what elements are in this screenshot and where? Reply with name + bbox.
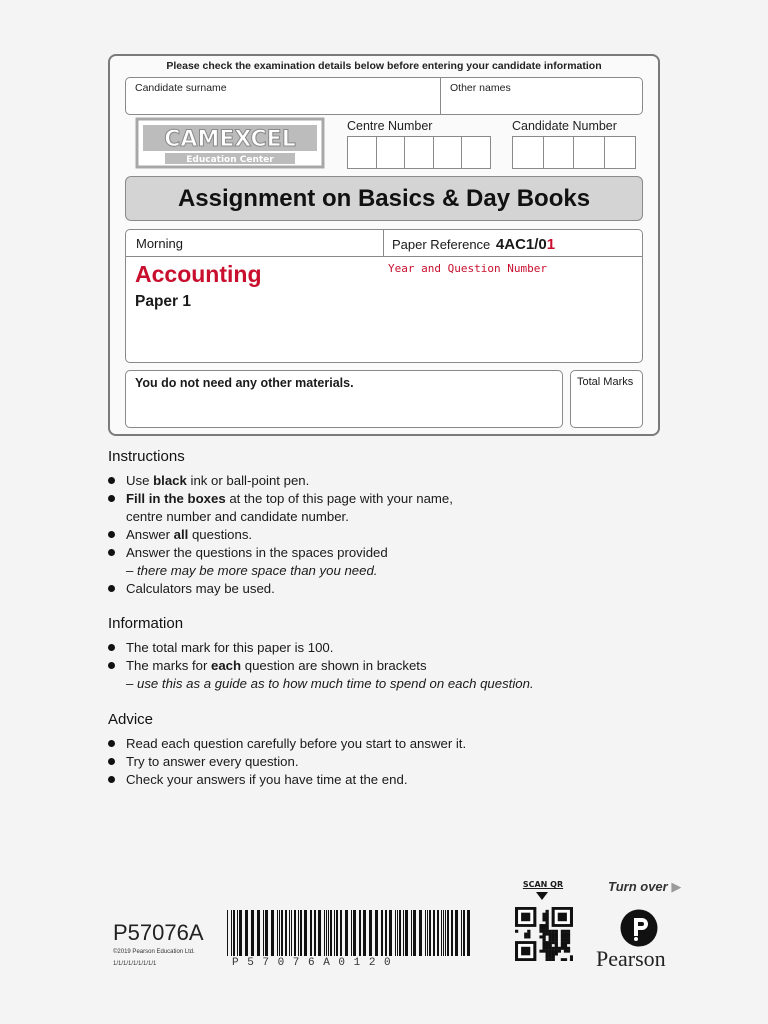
- paper-reference-box: [383, 229, 643, 257]
- bullet-icon: [108, 662, 115, 669]
- down-arrow-icon: [536, 892, 548, 900]
- candidate-surname-field[interactable]: [125, 77, 443, 115]
- turn-over-label: Turn over ▶: [608, 879, 682, 894]
- camexcel-logo: [135, 117, 325, 169]
- candidate-number-label: Candidate Number: [512, 119, 617, 133]
- centre-number-label: Centre Number: [347, 119, 433, 133]
- advice-list: [108, 735, 628, 789]
- list-item: Use black ink or ball-point pen.: [108, 472, 628, 490]
- bullet-icon: [108, 585, 115, 592]
- svg-text:Education Center: Education Center: [186, 155, 274, 165]
- qr-code[interactable]: [515, 907, 573, 961]
- barcode-text: P 5 7 0 7 6 A 0 1 2 0: [232, 957, 392, 969]
- list-item: Answer all questions.: [108, 526, 628, 544]
- other-names-label: Other names: [450, 82, 511, 94]
- paper-number: Paper 1: [135, 293, 192, 310]
- list-item: The total mark for this paper is 100.: [108, 639, 668, 657]
- list-item: Read each question carefully before you start to answer it.: [108, 735, 628, 753]
- bullet-icon: [108, 531, 115, 538]
- pearson-logo-icon: [620, 909, 658, 947]
- paper-reference-code: 4AC1/01: [495, 236, 556, 253]
- pearson-wordmark: Pearson: [596, 946, 666, 971]
- bullet-icon: [108, 740, 115, 747]
- bullet-icon: [108, 549, 115, 556]
- list-item: The marks for each question are shown in brackets: [108, 657, 668, 675]
- materials-note: You do not need any other materials.: [135, 376, 354, 390]
- candidate-number-boxes[interactable]: [512, 136, 634, 169]
- centre-number-boxes[interactable]: [347, 136, 490, 169]
- barcode: [225, 910, 473, 958]
- list-item: – use this as a guide as to how much time to spend on each question.: [126, 676, 534, 691]
- information-heading: Information: [108, 615, 184, 632]
- materials-box: [125, 370, 563, 428]
- list-item: Try to answer every question.: [108, 753, 628, 771]
- instructions-list: [108, 472, 628, 598]
- list-item: centre number and candidate number.: [126, 509, 349, 524]
- svg-text:CAMEXCEL: CAMEXCEL: [164, 127, 296, 152]
- bullet-icon: [108, 758, 115, 765]
- session-box: [125, 229, 385, 257]
- other-names-field[interactable]: [440, 77, 643, 115]
- paper-reference-label: Paper Reference: [392, 237, 491, 252]
- paper-code: P57076A: [113, 920, 204, 945]
- candidate-surname-label: Candidate surname: [135, 82, 227, 94]
- scan-qr-label: SCAN QR: [522, 880, 564, 889]
- bullet-icon: [108, 644, 115, 651]
- total-marks-box[interactable]: [570, 370, 643, 428]
- list-item: Fill in the boxes at the top of this page with your name,: [108, 490, 628, 508]
- handwritten-annotation: Year and Question Number: [388, 262, 547, 275]
- bullet-icon: [108, 495, 115, 502]
- copyright: ©2019 Pearson Education Ltd.: [113, 949, 195, 955]
- small-code: 1/1/1/1/1/1/1/1/1: [113, 961, 157, 967]
- bullet-icon: [108, 776, 115, 783]
- bullet-icon: [108, 477, 115, 484]
- total-marks-label: Total Marks: [577, 376, 634, 388]
- check-note: Please check the examination details below before entering your candidate information: [166, 60, 602, 72]
- session-label: Morning: [136, 236, 183, 251]
- list-item: Check your answers if you have time at the end.: [108, 771, 628, 789]
- list-item: – there may be more space than you need.: [126, 563, 378, 578]
- assignment-title: Assignment on Basics & Day Books: [125, 176, 643, 221]
- list-item: Calculators may be used.: [108, 580, 628, 598]
- information-list: [108, 639, 668, 693]
- subject-title: Accounting: [135, 261, 262, 287]
- advice-heading: Advice: [108, 711, 154, 728]
- list-item: Answer the questions in the spaces provided: [108, 544, 628, 562]
- triangle-right-icon: ▶: [671, 879, 682, 894]
- instructions-heading: Instructions: [108, 448, 185, 465]
